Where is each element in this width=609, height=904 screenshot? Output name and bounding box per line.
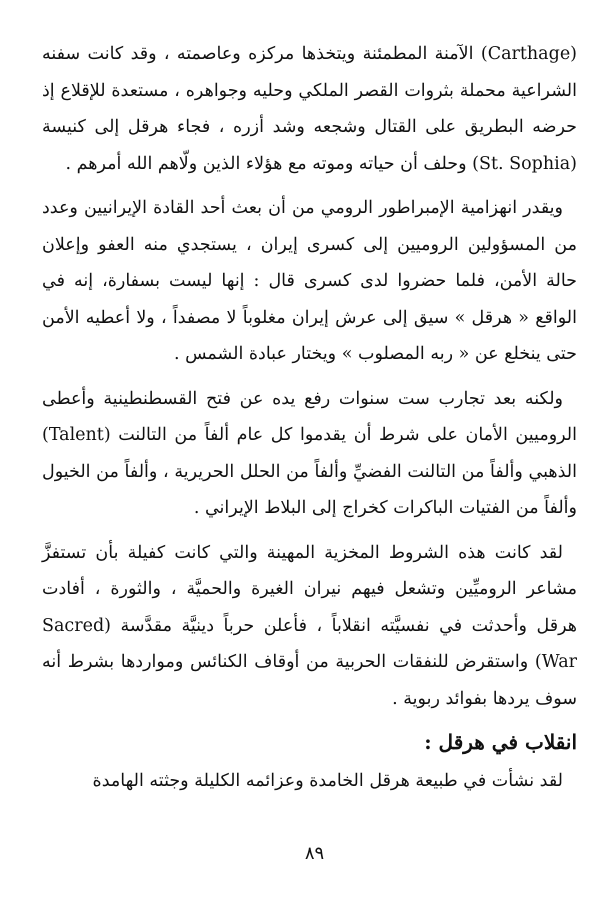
paragraph-4: لقد كانت هذه الشروط المخزية المهينة والتي كانت كفيلة بأن تستفزَّ مشاعر الروميِّين وتشعل فيهم نيران الغيرة والحميَّة ، والثورة ، أفادت هرقل وأحدثت في نفسيَّته انقلاباً ، فأعلن حرباً دينيَّة مقدَّسة (Sacred War) واستقرض للنفقات الحربية من أوقاف الكنائس ومواردها بشرط أنه سوف يردها بفوائد ربوية . (42, 542, 577, 709)
section-heading: انقلاب في هرقل : (424, 730, 577, 754)
paragraph-3: ولكنه بعد تجارب ست سنوات رفع يده عن فتح القسطنطينية وأعطى الروميين الأمان على شرط أن يقدموا كل عام ألفاً من التالنت (Talent) الذهبي وألفاً من التالنت الفضيِّ وألفاً من الحلل الحريرية ، وألفاً من الخيول وألفاً من الفتيات الباكرات كخراج إلى البلاط الإيراني . (42, 388, 577, 518)
page-body (42, 36, 577, 808)
paragraph-5: لقد نشأت في طبيعة هرقل الخامدة وعزائمه الكليلة وجثته الهامدة (92, 771, 563, 791)
paragraph-1: (Carthage) الآمنة المطمئنة ويتخذها مركزه وعاصمته ، وقد كانت سفنه الشراعية محملة بثروات القصر الملكي وحليه وجواهره ، مستعدة للإقلاع إذ حرضه البطريق على القتال وشجعه وشد أزره ، فجاء هرقل إلى كنيسة (St. Sophia) وحلف أن حياته وموته مع هؤلاء الذين ولّاهم الله أمرهم . (42, 44, 577, 174)
page-number: ٨٩ (304, 843, 325, 864)
paragraph-2: ويقدر انهزامية الإمبراطور الرومي من أن بعث أحد القادة الإيرانيين وعدد من المسؤولين الروميين إلى كسرى إيران ، يستجدي منه العفو وإعلان حالة الأمن، فلما حضروا لدى كسرى قال : إنها ليست بسفارة، إنه في الواقع « هرقل » سيق إلى عرش إيران مغلوباً لا مصفداً ، ولا أعطيه الأمن حتى ينخلع عن « ربه المصلوب » ويختار عبادة الشمس . (42, 198, 577, 364)
